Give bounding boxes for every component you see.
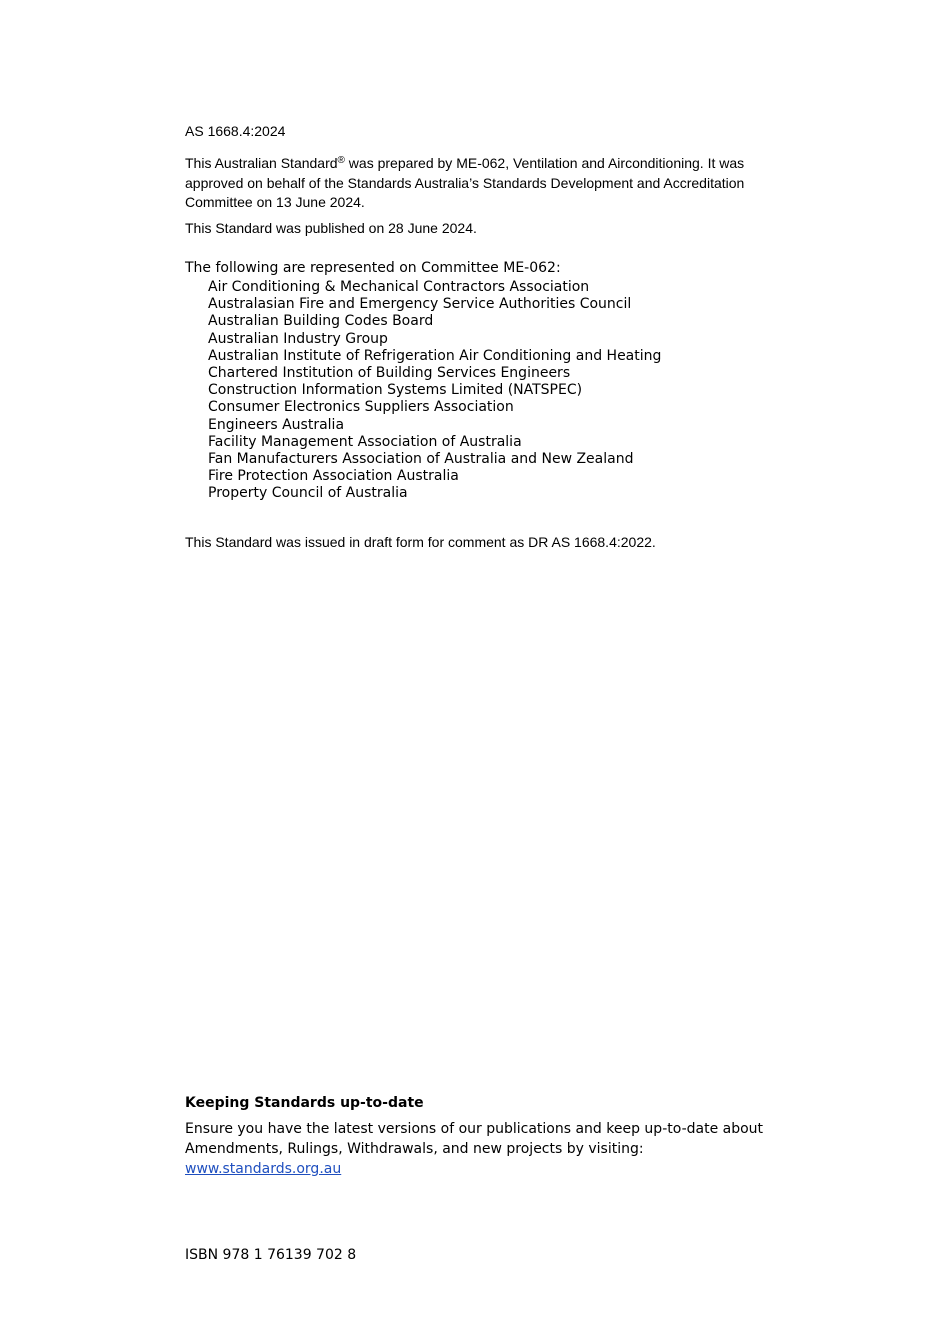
committee-member: Air Conditioning & Mechanical Contractors Association bbox=[208, 279, 590, 295]
draft-note: This Standard was issued in draft form for comment as DR AS 1668.4:2022. bbox=[185, 534, 656, 550]
committee-member: Construction Information Systems Limited (NATSPEC) bbox=[208, 382, 583, 399]
committee-member: Property Council of Australia bbox=[208, 485, 408, 502]
keeping-up-to-date-section bbox=[185, 1094, 785, 1179]
isbn: ISBN 978 1 76139 702 8 bbox=[185, 1247, 357, 1263]
registered-mark: ® bbox=[337, 155, 345, 166]
preparation-statement bbox=[185, 154, 785, 213]
committee-member: Fire Protection Association Australia bbox=[208, 468, 459, 485]
preparation-text-end: was prepared by ME-062, Ventilation and Airconditioning. It was approved on behalf of the Standards Australia’s Standards Development and Accreditation Committee on 13 June 2024. bbox=[185, 155, 745, 210]
committee-member: Australian Industry Group bbox=[208, 330, 388, 347]
committee-member: Australian Building Codes Board bbox=[208, 313, 434, 330]
document-id: AS 1668.4:2024 bbox=[185, 123, 286, 139]
committee-intro: The following are represented on Committee ME-062: bbox=[185, 260, 561, 276]
committee-member: Engineers Australia bbox=[208, 416, 345, 433]
standards-website-link[interactable]: www.standards.org.au bbox=[185, 1161, 342, 1177]
committee-member: Australasian Fire and Emergency Service Authorities Council bbox=[208, 296, 632, 313]
committee-member: Consumer Electronics Suppliers Association bbox=[208, 399, 514, 416]
committee-member: Fan Manufacturers Association of Australia and New Zealand bbox=[208, 450, 634, 467]
keeping-up-to-date-text: Ensure you have the latest versions of our publications and keep up-to-date about Amendments, Rulings, Withdrawals, and new projects by visiting: bbox=[185, 1121, 764, 1157]
publication-date-statement: This Standard was published on 28 June 2024. bbox=[185, 220, 477, 236]
committee-member: Chartered Institution of Building Services Engineers bbox=[208, 364, 571, 381]
committee-member: Facility Management Association of Australia bbox=[208, 433, 522, 450]
keeping-up-to-date-heading: Keeping Standards up-to-date bbox=[185, 1095, 424, 1111]
committee-member-list bbox=[185, 279, 805, 502]
committee-member: Australian Institute of Refrigeration Air Conditioning and Heating bbox=[208, 347, 662, 364]
preparation-text-start: This Australian Standard bbox=[185, 155, 338, 171]
committee-section bbox=[185, 259, 805, 502]
